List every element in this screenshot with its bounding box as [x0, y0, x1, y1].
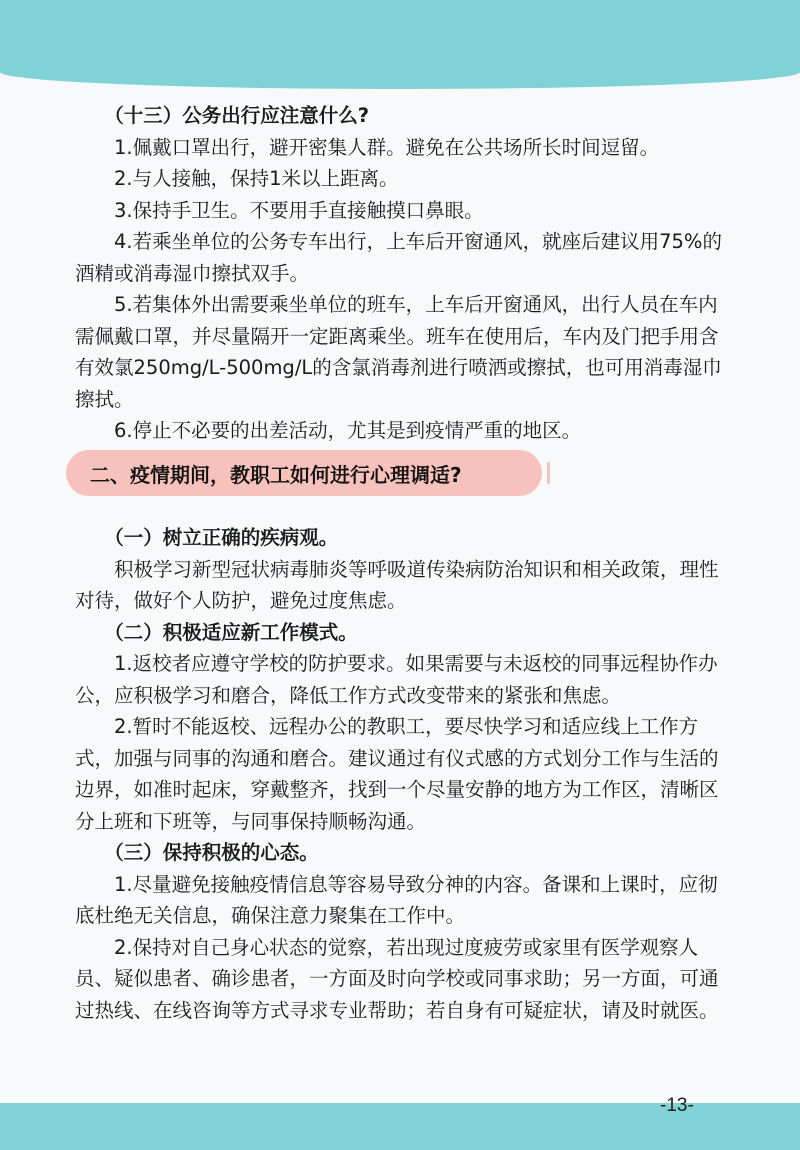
heading-3: （三）保持积极的心态。 — [104, 841, 319, 864]
travel-item-1: 1.佩戴口罩出行，避开密集人群。避免在公共场所长时间逗留。 — [114, 135, 660, 159]
heading-1: （一）树立正确的疾病观。 — [104, 526, 339, 549]
travel-item-6: 6.停止不必要的出差活动，尤其是到疫情严重的地区。 — [114, 419, 582, 442]
paragraph-1: 积极学习新型冠状病毒肺炎等呼吸道传染病防治知识和相关政策，理性对待，做好个人防护，避免过度焦虑。 — [75, 557, 719, 612]
travel-item-5: 5.若集体外出需要乘坐单位的班车，上车后开窗通风，出行人员在车内需佩戴口罩，并尽量隔开一定距离乘坐。班车在使用后，车内及门把手用含有效氯250mg/L-500mg/L的含氯消毒剂进行喷洒或擦拭，也可用消毒湿巾擦拭。 — [75, 293, 722, 411]
paragraph-2b: 2.暂时不能返校、远程办公的教职工，要尽快学习和适应线上工作方式，加强与同事的沟通和磨合。建议通过有仪式感的方式划分工作与生活的边界，如准时起床，穿戴整齐，找到一个尽量安静的地方为工作区，清晰区分上班和下班等，与同事保持顺畅沟通。 — [75, 715, 719, 833]
travel-item-2: 2.与人接触，保持1米以上距离。 — [114, 167, 399, 190]
paragraph-2a: 1.返校者应遵守学校的防护要求。如果需要与未返校的同事远程协作办公，应积极学习和磨合，降低工作方式改变带来的紧张和焦虑。 — [75, 652, 718, 707]
paragraph-3a: 1.尽量避免接触疫情信息等容易导致分神的内容。备课和上课时，应彻底杜绝无关信息，确保注意力聚集在工作中。 — [75, 872, 718, 927]
heading-2: （二）积极适应新工作模式。 — [104, 620, 358, 644]
section-banner — [66, 450, 542, 496]
section-travel — [75, 100, 735, 447]
travel-item-3: 3.保持手卫生。不要用手直接触摸口鼻眼。 — [114, 198, 484, 222]
section-title: 二、疫情期间，教职工如何进行心理调适? — [90, 462, 462, 487]
travel-item-4: 4.若乘坐单位的公务专车出行，上车后开窗通风，就座后建议用75%的酒精或消毒湿巾擦拭双手。 — [75, 230, 722, 285]
document-page — [0, 55, 800, 1116]
heading-travel: （十三）公务出行应注意什么? — [104, 104, 370, 127]
page-number: -13- — [660, 1095, 694, 1116]
paragraph-3b: 2.保持对自己身心状态的觉察，若出现过度疲劳或家里有医学观察人员、疑似患者、确诊患者，一方面及时向学校或同事求助；另一方面，可通过热线、在线咨询等方式寻求专业帮助；若自身有可疑症状，请及时就医。 — [75, 935, 719, 1022]
section-psychology — [75, 522, 735, 1026]
